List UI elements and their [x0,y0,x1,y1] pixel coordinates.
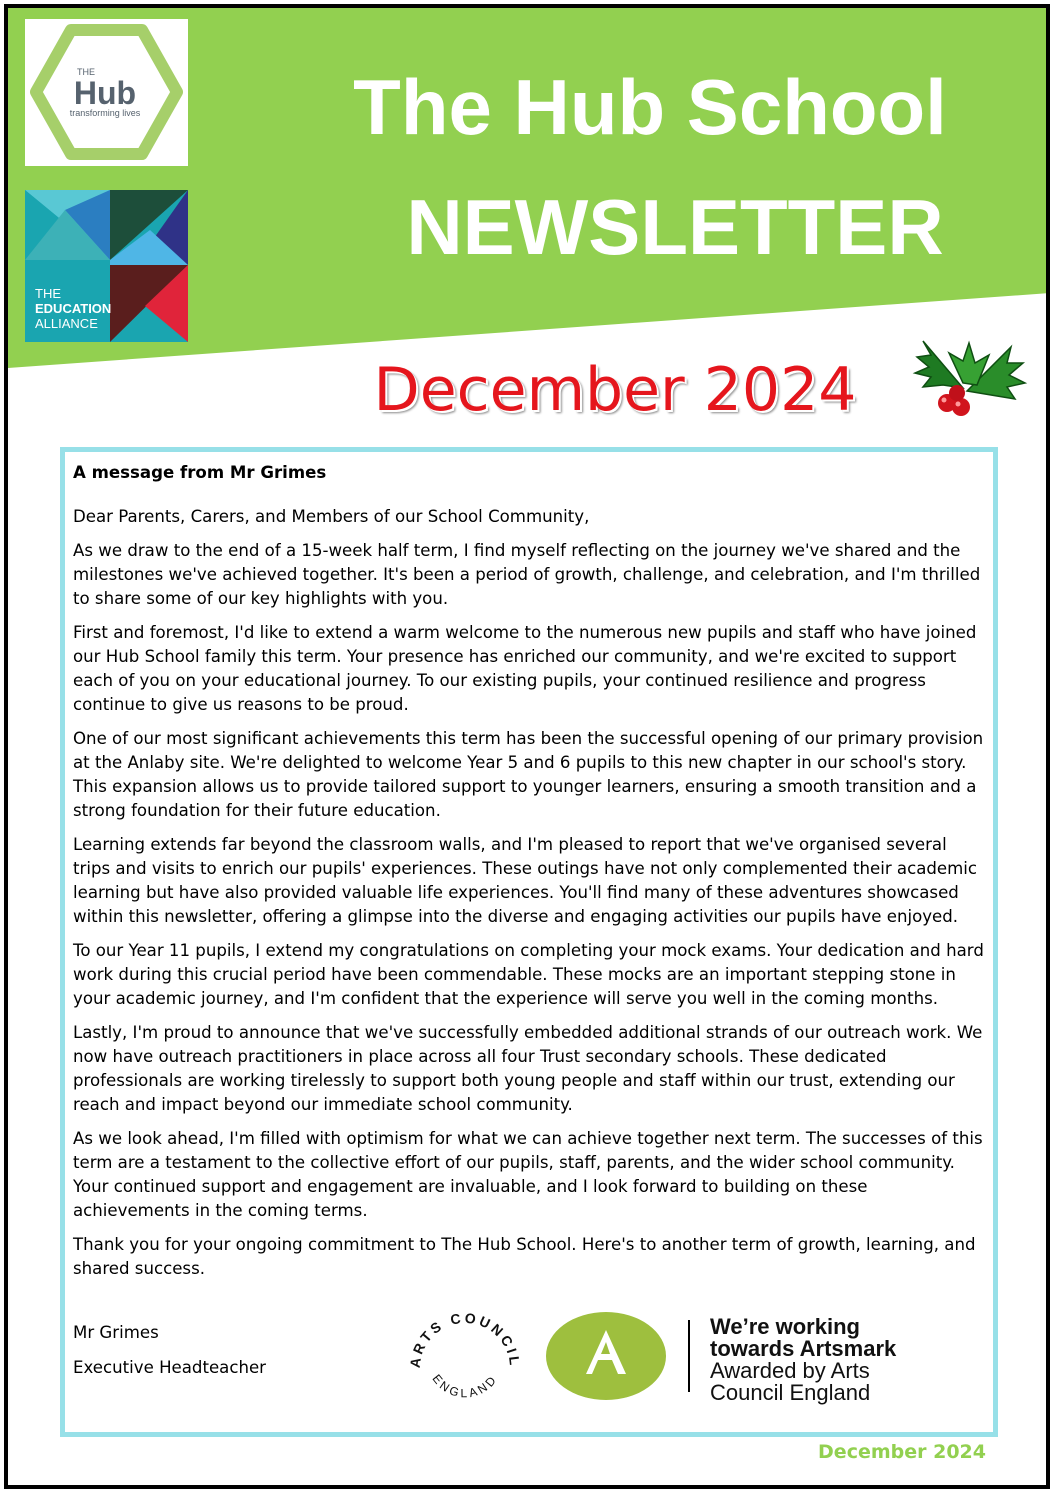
education-alliance-logo [25,190,188,342]
ea-logo-line3: ALLIANCE [35,316,98,331]
ac-ring-top: ARTS COUNCIL [406,1309,524,1369]
signature-name: Mr Grimes [73,1323,159,1342]
artsmark-text [710,1316,896,1404]
artsmark-divider [688,1320,690,1392]
message-paragraph: One of our most significant achievements this term has been the successful opening of our primary provision at the Anlaby site. We're delighted to welcome Year 5 and 6 pupils to this new chapter in our school's story. This expansion allows us to provide tailored support to younger learners, ensuring a smooth transition and a strong foundation for their future education. [73,729,984,820]
message-paragraph: As we look ahead, I'm filled with optimism for what we can achieve together next term. The successes of this term are a testament to the collective effort of our pupils, staff, parents, and the wider school community. Your continued support and engagement are invaluable, and I look forward to building on these achievements in the coming terms. [73,1129,983,1220]
message-paragraph: Thank you for your ongoing commitment to The Hub School. Here's to another term of growth, learning, and shared success. [73,1235,976,1278]
svg-text:ENGLAND [429,1372,500,1401]
holly-icon [903,333,1029,419]
signoff [73,1321,266,1391]
artsmark-line1: We’re working [710,1314,860,1339]
ac-ring-bottom: ENGLAND [429,1371,501,1401]
arts-council-logo [395,1304,535,1414]
message-paragraph: First and foremost, I'd like to extend a warm welcome to the numerous new pupils and staff who have joined our Hub School family this term. Your presence has enriched our community, and we're excited to support each of you on your educational journey. To our existing pupils, your continued resilience and progress continue to give us reasons to be proud. [73,623,977,714]
artsmark-logo [546,1312,666,1400]
artsmark-line4: Council England [710,1380,871,1405]
message-salutation: Dear Parents, Carers, and Members of our School Community, [73,507,590,526]
hub-school-logo [25,19,188,166]
signature-role: Executive Headteacher [73,1358,267,1377]
svg-text:ARTS COUNCIL [407,1310,524,1369]
hub-logo-small: THE [77,67,95,77]
message-content [73,461,985,1291]
ea-logo-line2: EDUCATION [35,301,112,316]
message-paragraph: Learning extends far beyond the classroom walls, and I'm pleased to report that we've organised several trips and visits to enrich our pupils' experiences. These outings have not only complemented their academic learning but have also provided valuable life experiences. You'll find many of these adventures showcased within this newsletter, offering a glimpse into the diverse and engaging activities our pupils have enjoyed. [73,835,978,926]
artsmark-line3: Awarded by Arts [710,1358,870,1383]
issue-month-heading: December 2024 [373,355,857,425]
message-paragraph: As we draw to the end of a 15-week half term, I find myself reflecting on the journey we've shared and the milestones we've achieved together. It's been a period of growth, challenge, and celebration, and I'm thrilled to share some of our key highlights with you. [73,541,981,608]
message-title: A message from Mr Grimes [73,463,327,482]
footer-date: December 2024 [818,1441,986,1463]
artsmark-line2: towards Artsmark [710,1336,897,1361]
hub-logo-name: Hub [73,75,137,111]
message-paragraph: Lastly, I'm proud to announce that we've successfully embedded additional strands of our outreach work. We now have outreach practitioners in place across all four Trust secondary schools. These dedicated professionals are working tirelessly to support both young people and staff within our trust, extending our reach and impact beyond our immediate school community. [73,1023,983,1114]
newsletter-subtitle: NEWSLETTER [406,183,944,271]
ea-logo-line1: THE [35,286,61,301]
hub-logo-tagline: transforming lives [69,108,141,118]
message-paragraph: To our Year 11 pupils, I extend my congratulations on completing your mock exams. Your dedication and hard work during this crucial period have been commendable. These mocks are an important stepping stone in your academic journey, and I'm confident that the experience will serve you well in the coming months. [73,941,984,1008]
newsletter-title: The Hub School [353,63,947,151]
